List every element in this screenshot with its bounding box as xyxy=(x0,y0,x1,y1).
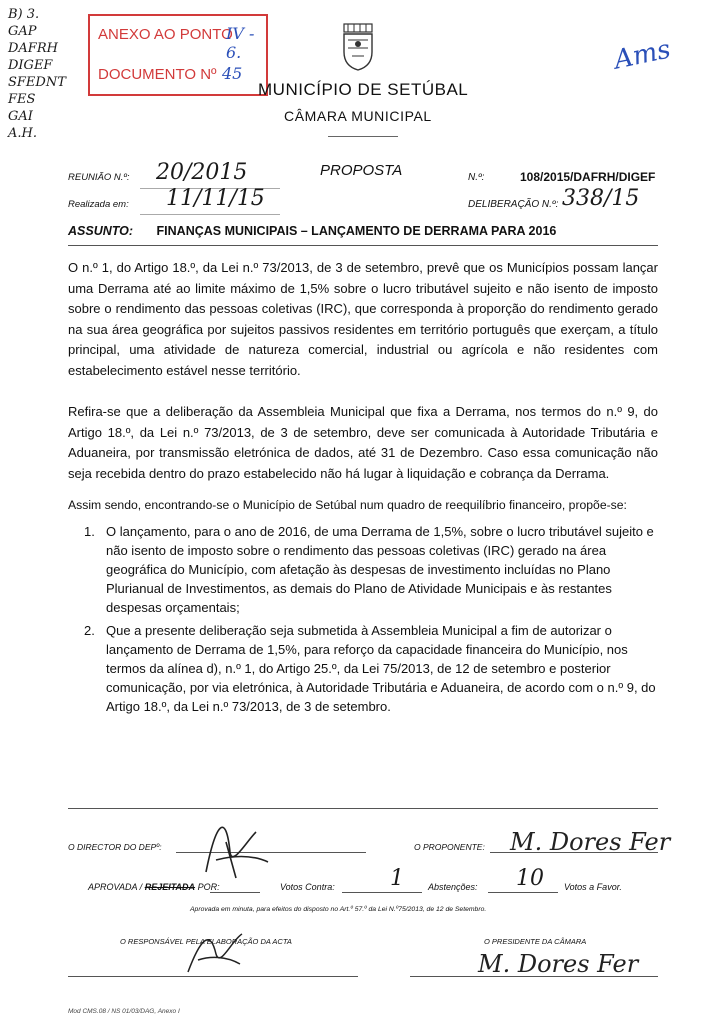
reuniao-value: 20/2015 xyxy=(156,160,248,185)
realizada-label: Realizada em: xyxy=(68,199,129,210)
header-divider xyxy=(328,136,398,137)
margin-note: GAP xyxy=(8,24,37,39)
numero-value: 108/2015/DAFRH/DIGEF xyxy=(520,170,656,184)
margin-note: GAI xyxy=(8,109,33,124)
item-number: 2. xyxy=(84,623,95,638)
paragraph-2: Refira-se que a deliberação da Assembleia Municipal que fixa a Derrama, nos termos do n.º 9, do Artigo 18.º, da Lei n.º 73/2013, de 3 de setembro, deve ser comunicada à Autoridade Tributária e Aduaneira, por transmissão eletrónica de dados, até 31 de Dezembro. Caso essa comunicação não seja recebida dentro do prazo estabelecido não há lugar à liquidação e cobrança da Derrama. xyxy=(68,404,658,481)
stamp-line1-value: IV - 6. xyxy=(226,24,255,62)
margin-notes xyxy=(8,6,66,142)
item-number: 1. xyxy=(84,524,95,539)
abstencoes-line xyxy=(488,892,558,893)
proposal-items xyxy=(68,522,658,720)
municipality-name: MUNICÍPIO DE SETÚBAL xyxy=(258,80,469,99)
list-item xyxy=(68,522,658,617)
responsavel-signature xyxy=(180,920,250,980)
assunto-divider xyxy=(68,245,658,246)
signature-top-divider xyxy=(68,808,658,809)
proponente-signature: M. Dores Fer xyxy=(510,828,671,856)
votos-contra-label: Votos Contra: xyxy=(280,882,335,892)
votos-contra-line xyxy=(342,892,422,893)
paragraph-3: Assim sendo, encontrando-se o Município de Setúbal num quadro de reequilíbrio financeiro, propõe-se: xyxy=(68,498,627,512)
aprovada-label: APROVADA / xyxy=(88,882,143,892)
item-text: O lançamento, para o ano de 2016, de uma Derrama de 1,5%, sobre o lucro tributável sujeito e não isento de imposto sobre o rendimento das pessoas coletivas (IRC) gerado na área geográfica do Município, com afetação às despesas de investimento incluídas no Plano Plurianual de Investimentos, as demais do Plano de Atividade Municipais e às restantes despesas orçamentais; xyxy=(106,524,654,615)
vote-row xyxy=(88,882,220,892)
responsavel-sign-line xyxy=(68,976,358,977)
rejeitada-label: REJEITADA xyxy=(144,882,196,892)
coat-of-arms-icon xyxy=(338,22,378,72)
votos-contra-value: 1 xyxy=(390,866,404,891)
presidente-label: O PRESIDENTE DA CÂMARA xyxy=(484,937,587,946)
annex-stamp xyxy=(88,14,268,96)
numero-label: N.º: xyxy=(468,172,485,183)
realizada-underline xyxy=(140,214,280,215)
deliberacao-label: DELIBERAÇÃO N.º: xyxy=(468,199,559,210)
assunto-label: ASSUNTO: xyxy=(68,224,134,238)
camara-name: CÂMARA MUNICIPAL xyxy=(284,108,432,124)
stamp-line1-label: ANEXO AO PONTO xyxy=(98,26,233,43)
margin-note: DIGEF xyxy=(8,58,53,73)
presidente-signature: M. Dores Fer xyxy=(478,950,639,978)
item-text: Que a presente deliberação seja submetida à Assembleia Municipal a fim de autorizar o lançamento de Derrama de 1,5%, para reforço da capacidade financeira do Município, nos termos da alínea d), n.º 1, do Artigo 25.º, da Lei 75/2013, de 12 de setembro e posterior comunicação, por via eletrónica, à Autoridade Tributária e Aduaneira, de acordo com o n.º 9, do Artigo 18.º, da Lei n.º 73/2013, de 3 de setembro. xyxy=(106,623,656,714)
director-signature xyxy=(196,812,276,882)
abstencoes-label: Abstenções: xyxy=(428,882,478,892)
margin-note: SFEDNT xyxy=(8,75,66,90)
margin-note: A.H. xyxy=(8,126,37,141)
list-item xyxy=(68,621,658,716)
minuta-note: Aprovada em minuta, para efeitos do disposto no Art.º 57.º da Lei N.º75/2013, de 12 de Setembro. xyxy=(190,906,487,913)
por-line xyxy=(210,892,260,893)
votos-favor-value: 10 xyxy=(516,866,544,891)
votos-favor-label: Votos a Favor. xyxy=(564,882,622,892)
margin-note: FES xyxy=(8,92,36,107)
proponente-label: O PROPONENTE: xyxy=(414,842,485,852)
responsavel-label: O RESPONSÁVEL PELA ELABORAÇÃO DA ACTA xyxy=(120,937,292,946)
por-label: POR: xyxy=(197,882,220,892)
form-footer: Mod CMS.08 / NS 01/03/DAG, Anexo I xyxy=(68,1008,180,1015)
deliberacao-value: 338/15 xyxy=(562,186,640,211)
stamp-line2-value: 45 xyxy=(222,64,243,83)
assunto-text: FINANÇAS MUNICIPAIS – LANÇAMENTO DE DERRAMA PARA 2016 xyxy=(156,224,557,238)
top-signature: Ams xyxy=(611,34,674,76)
proposta-title: PROPOSTA xyxy=(320,162,403,179)
margin-note: DAFRH xyxy=(8,41,58,56)
margin-note: B) 3. xyxy=(8,7,40,22)
director-label: O DIRECTOR DO DEPº: xyxy=(68,842,162,852)
reuniao-label: REUNIÃO N.º: xyxy=(68,172,130,183)
stamp-line2-label: DOCUMENTO Nº xyxy=(98,66,217,83)
realizada-value: 11/11/15 xyxy=(166,186,265,211)
paragraph-1: O n.º 1, do Artigo 18.º, da Lei n.º 73/2013, de 3 de setembro, prevê que os Municípios possam lançar uma Derrama até ao limite máximo de 1,5% sobre o lucro tributável sujeito e não isento de imposto sobre o rendimento das pessoas coletivas (IRC), que corresponda à proporção do rendimento gerado na sua área geográfica por sujeitos passivos residentes em território português que exerçam, a título principal, uma atividade de natureza comercial, industrial ou agrícola e não residentes com estabelecimento estável nesse território. xyxy=(68,260,658,378)
assunto-row xyxy=(68,224,556,238)
